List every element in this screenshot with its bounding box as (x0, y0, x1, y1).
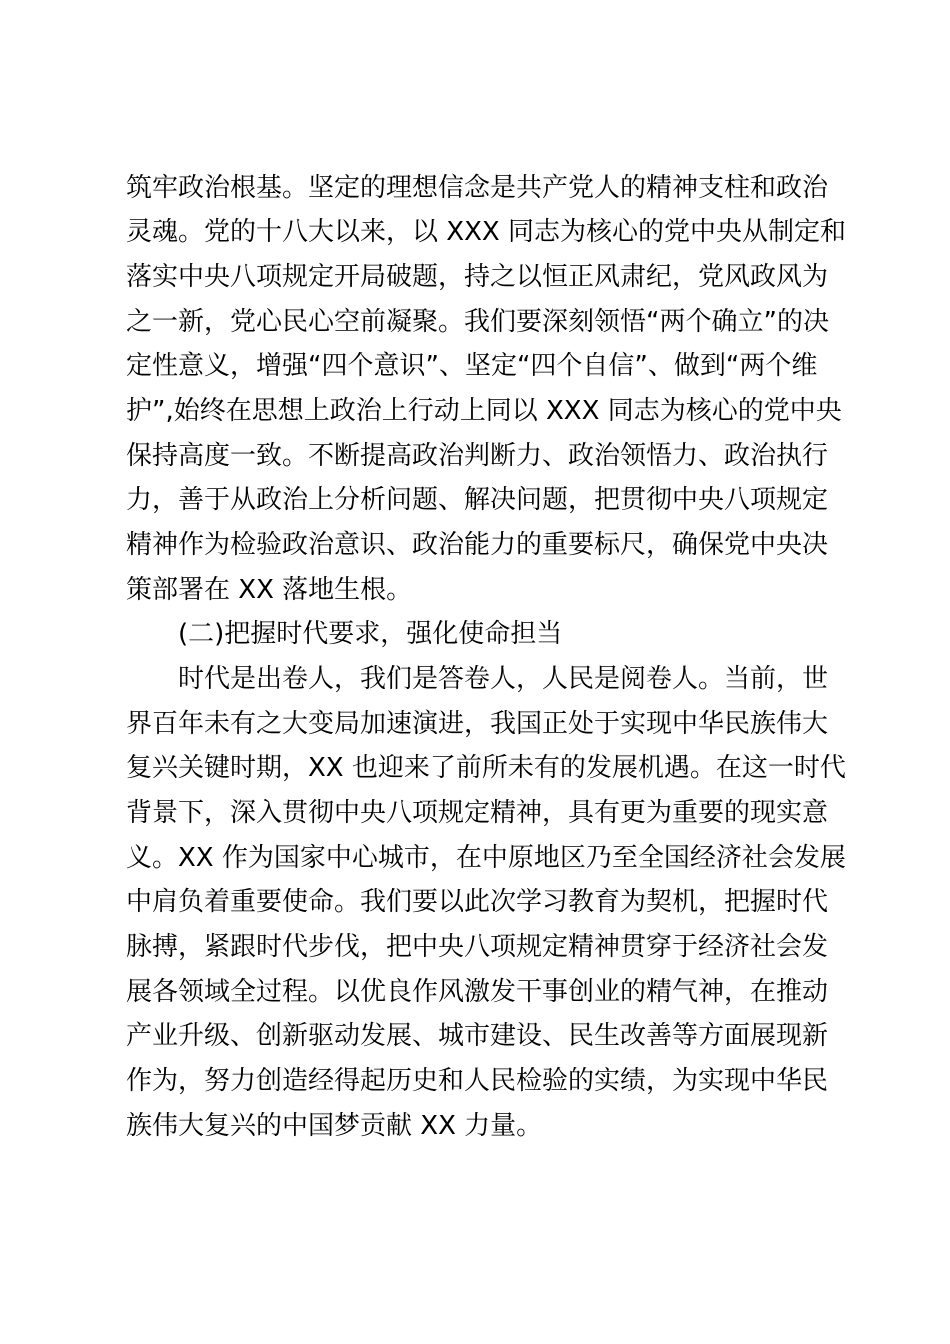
paragraph-line: 界百年未有之大变局加速演进，我国正处于实现中华民族伟大 (126, 709, 829, 739)
paragraph-line: 作为，努力创造经得起历史和人民检验的实绩，为实现中华民 (126, 1066, 829, 1096)
paragraph-line: 背景下，深入贯彻中央八项规定精神，具有更为重要的现实意 (126, 798, 829, 828)
paragraph-line: 筑牢政治根基。坚定的理想信念是共产党人的精神支柱和政治 (126, 173, 829, 203)
paragraph-line: 脉搏，紧跟时代步伐，把中央八项规定精神贯穿于经济社会发 (126, 932, 829, 962)
paragraph-line: 保持高度一致。不断提高政治判断力、政治领悟力、政治执行 (126, 441, 829, 471)
paragraph-line: 灵魂。党的十八大以来，以 XXX 同志为核心的党中央从制定和 (126, 217, 846, 247)
paragraph-line: 产业升级、创新驱动发展、城市建设、民生改善等方面展现新 (126, 1021, 829, 1051)
paragraph-line: 力，善于从政治上分析问题、解决问题，把贯彻中央八项规定 (126, 485, 829, 515)
paragraph-line: 策部署在 XX 落地生根。 (126, 575, 413, 605)
paragraph-line: 族伟大复兴的中国梦贡献 XX 力量。 (126, 1111, 543, 1141)
paragraph-line: 复兴关键时期，XX 也迎来了前所未有的发展机遇。在这一时代 (126, 753, 846, 783)
paragraph-line: 时代是出卷人，我们是答卷人，人民是阅卷人。当前，世 (178, 664, 829, 694)
paragraph-line: 中肩负着重要使命。我们要以此次学习教育为契机，把握时代 (126, 887, 829, 917)
paragraph-line: 义。XX 作为国家中心城市，在中原地区乃至全国经济社会发展 (126, 843, 846, 873)
paragraph-line: 落实中央八项规定开局破题，持之以恒正风肃纪，党风政风为 (126, 262, 829, 292)
paragraph-line: 展各领域全过程。以优良作风激发干事创业的精气神，在推动 (126, 977, 829, 1007)
paragraph-line: 定性意义，增强“四个意识”、坚定“四个自信”、做到“两个维 (126, 351, 818, 381)
paragraph-line: 精神作为检验政治意识、政治能力的重要标尺，确保党中央决 (126, 530, 829, 560)
section-heading: (二)把握时代要求，强化使命担当 (178, 619, 563, 649)
paragraph-line: 之一新，党心民心空前凝聚。我们要深刻领悟“两个确立”的决 (126, 307, 829, 337)
paragraph-line: 护”,始终在思想上政治上行动上同以 XXX 同志为核心的党中央 (126, 396, 842, 426)
